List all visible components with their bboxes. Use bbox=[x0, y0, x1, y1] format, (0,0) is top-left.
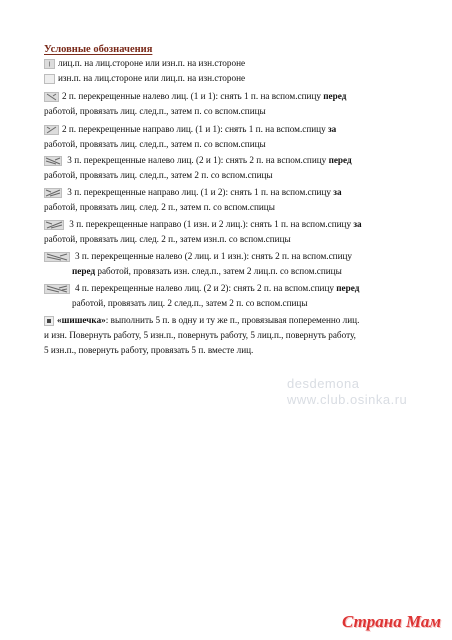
watermark-url: www.club.osinka.ru bbox=[287, 392, 408, 407]
cross-left-3-symbol-icon bbox=[44, 156, 62, 166]
cross-left-2-symbol-icon bbox=[44, 92, 59, 102]
brand-logo: Страна Мам bbox=[342, 612, 442, 631]
legend-purl: изн.п. на лиц.стороне или лиц.п. на изн.стороне bbox=[44, 73, 245, 84]
legend-cross-left-3-cont: работой, провязать лиц. след.п., затем 2 п. со вспом.спицы bbox=[44, 170, 273, 180]
legend-cross-right-3-purl-cont: работой, провязать лиц. след. 2 п., затем изн.п. со вспом.спицы bbox=[44, 234, 291, 244]
legend-bobble-cont-1: и изн. Повернуть работу, 5 изн.п., повернуть работу, 5 лиц.п., повернуть работу, bbox=[44, 330, 356, 340]
cross-right-2-symbol-icon bbox=[44, 125, 59, 135]
legend-cross-left-3-purl: 3 п. перекрещенные налево (2 лиц. и 1 изн.): снять 2 п. на вспом.спицу bbox=[44, 251, 352, 262]
cross-right-3-symbol-icon bbox=[44, 188, 62, 198]
knit-symbol-icon bbox=[44, 59, 55, 69]
legend-cross-left-3-purl-cont: перед работой, провязать изн. след.п., затем 2 лиц.п. со вспом.спицы bbox=[72, 266, 342, 276]
cross-right-3-purl-symbol-icon bbox=[44, 220, 64, 230]
legend-cross-left-4-cont: работой, провязать лиц. 2 след.п., затем 2 п. со вспом.спицы bbox=[72, 298, 308, 308]
legend-cross-right-2: 2 п. перекрещенные направо лиц. (1 и 1): снять 1 п. на вспом.спицу за bbox=[44, 124, 336, 135]
bobble-symbol-icon bbox=[44, 316, 54, 326]
legend-knit: лиц.п. на лиц.стороне или изн.п. на изн.стороне bbox=[44, 58, 245, 69]
legend-cross-right-2-cont: работой, провязать лиц. след.п., затем п. со вспом.спицы bbox=[44, 139, 266, 149]
legend-cross-left-4: 4 п. перекрещенные налево лиц. (2 и 2): снять 2 п. на вспом.спицу перед bbox=[44, 283, 359, 294]
cross-left-4-symbol-icon bbox=[44, 284, 70, 294]
legend-bobble-cont-2: 5 изн.п., повернуть работу, провязать 5 п. вместе лиц. bbox=[44, 345, 254, 355]
legend-bobble: «шишечка»: выполнить 5 п. в одну и ту же п., провязывая попеременно лиц. bbox=[44, 315, 359, 326]
legend-title: Условные обозначения bbox=[44, 44, 153, 55]
cross-left-3-purl-symbol-icon bbox=[44, 252, 70, 262]
legend-cross-left-2: 2 п. перекрещенные налево лиц. (1 и 1): снять 1 п. на вспом.спицу перед bbox=[44, 91, 346, 102]
purl-symbol-icon bbox=[44, 74, 55, 84]
watermark-name: desdemona bbox=[287, 376, 360, 391]
legend-cross-right-3-purl: 3 п. перекрещенные направо (1 изн. и 2 лиц.): снять 1 п. на вспом.спицу за bbox=[44, 219, 362, 230]
legend-cross-left-3: 3 п. перекрещенные налево лиц. (2 и 1): снять 2 п. на вспом.спицу перед bbox=[44, 155, 352, 166]
legend-cross-right-3-cont: работой, провязать лиц. след. 2 п., затем п. со вспом.спицы bbox=[44, 202, 275, 212]
legend-cross-left-2-cont: работой, провязать лиц. след.п., затем п. со вспом.спицы bbox=[44, 106, 266, 116]
legend-cross-right-3: 3 п. перекрещенные направо лиц. (1 и 2): снять 1 п. на вспом.спицу за bbox=[44, 187, 342, 198]
